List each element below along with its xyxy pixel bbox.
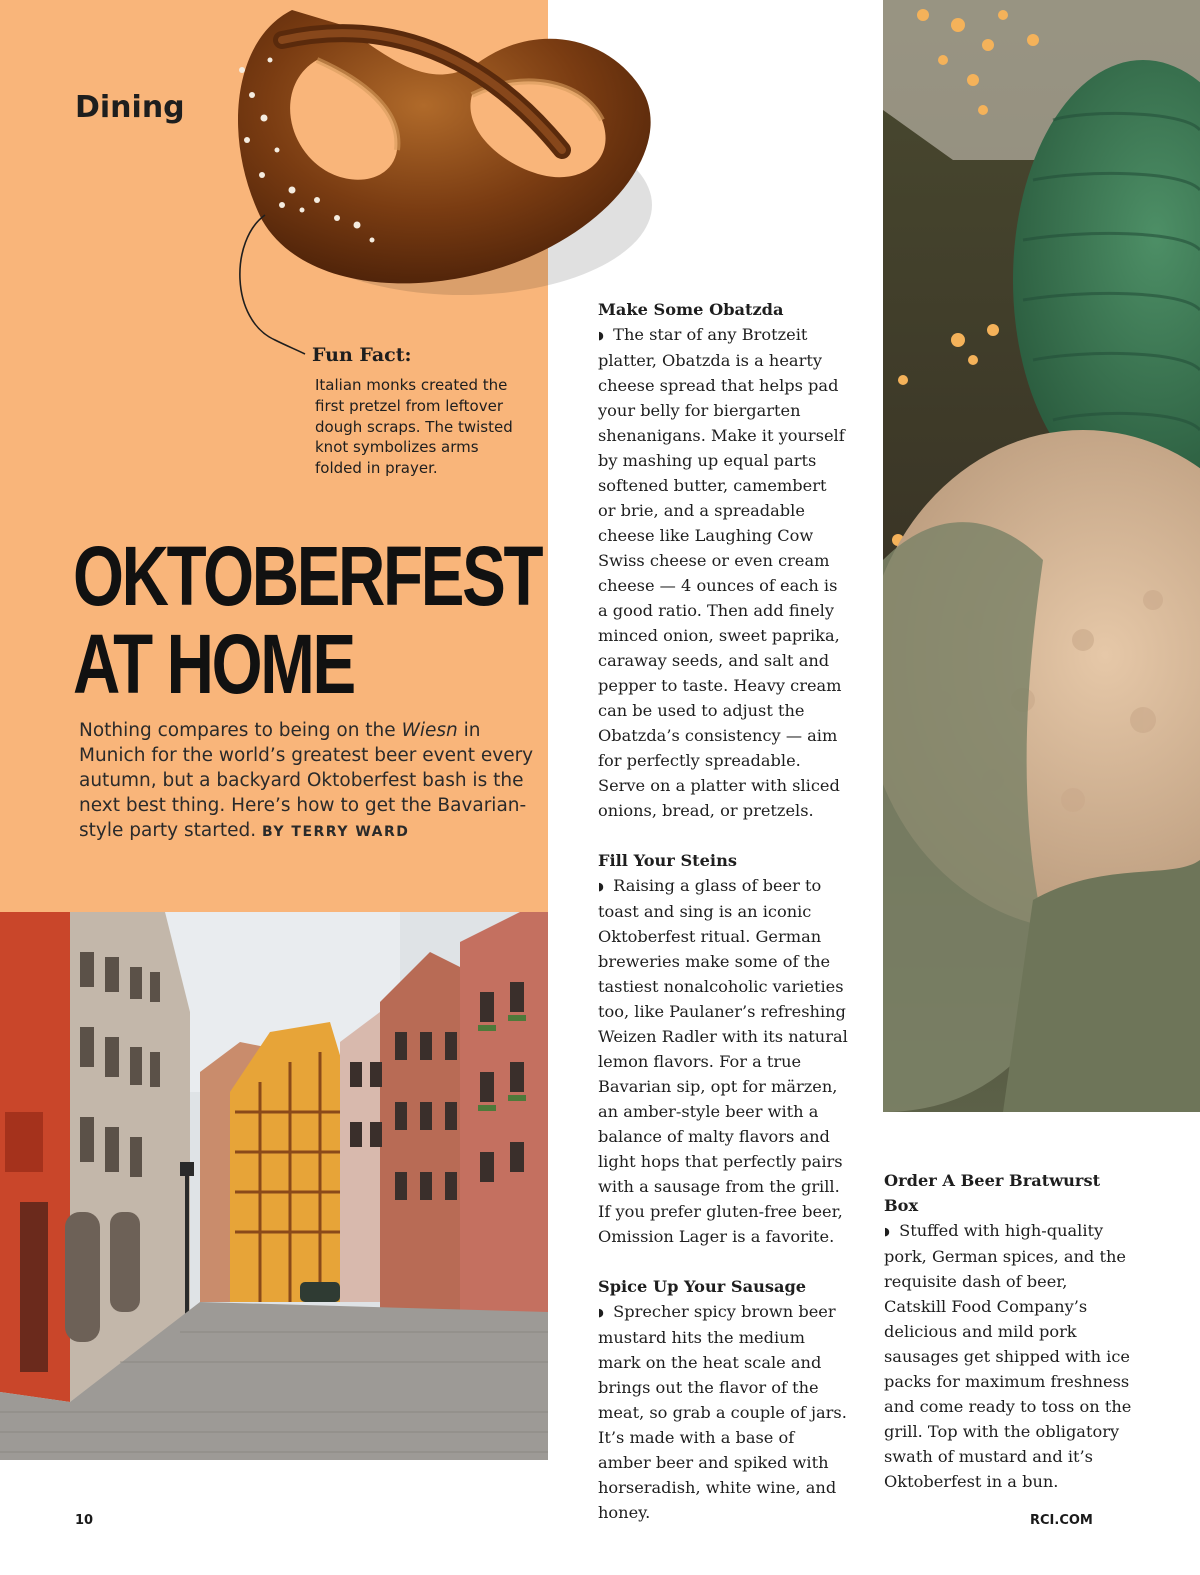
headline [73,529,542,711]
site-link[interactable]: RCI.COM [1030,1513,1093,1528]
headline-line: AT HOME [73,617,354,711]
article-text: Raising a glass of beer to toast and sing is an iconic Oktoberfest ritual. German breweries make some of the tastiest nonalcoholic varieties too, like Paulaner’s refreshing Weizen Radler with its natural lemon flavors. For a true Bavarian sip, opt for märzen, an amber-style beer with a balance of malty flavors and light hops that perfectly pairs with a sausage from the grill. If you prefer gluten-free beer, Omission Lager is a favorite. [598,876,848,1246]
page-number: 10 [75,1513,94,1528]
article-text: Sprecher spicy brown beer mustard hits the medium mark on the heat scale and brings out the flavor of the meat, so grab a couple of jars. It’s made with a base of amber beer and spiked with horseradish, white wine, and honey. [598,1302,847,1522]
bullet-icon: ◗ [598,329,604,342]
article-body [598,873,848,1249]
article-body [598,322,848,823]
article-title: Make Some Obatzda [598,300,784,319]
article-column-right [884,1168,1134,1494]
dek-text: in Munich for the world’s greatest beer event every autumn, but a backyard Oktoberfest bash is the next best thing. Here’s how to get the Bavarian-style party started. [79,720,534,841]
bullet-icon: ◗ [598,1306,604,1319]
article-body [884,1218,1134,1494]
article-title: Fill Your Steins [598,851,737,870]
dek-italic: Wiesn [401,720,458,741]
callout-line [225,210,315,360]
dek-text: Nothing compares to being on the [79,720,402,741]
article-title: Spice Up Your Sausage [598,1277,807,1296]
headline-line: OKTOBERFEST [73,529,542,623]
byline: BY TERRY WARD [262,824,410,840]
article-text: The star of any Brotzeit platter, Obatzda is a hearty cheese spread that helps pad your belly for biergarten shenanigans. Make it yourself by mashing up equal parts softened butter, camembert or brie, and a spreadable cheese like Laughing Cow Swiss cheese or even cream cheese — 4 ounces of each is a good ratio. Then add finely minced onion, sweet paprika, caraway seeds, and salt and pepper to taste. Heavy cream can be used to adjust the Obatzda’s consistency — aim for perfectly spreadable. Serve on a platter with sliced onions, bread, or pretzels. [598,325,845,820]
article-text: Stuffed with high-quality pork, German spices, and the requisite dash of beer, Catskill Food Company’s delicious and mild pork sausages get shipped with ice packs for maximum freshness and come ready to toss on the grill. Top with the obligatory swath of mustard and it’s Oktoberfest in a bun. [884,1221,1132,1491]
article-title: Order A Beer Bratwurst Box [884,1171,1101,1215]
section-label: Dining [75,90,185,125]
dek [79,718,534,845]
article-column-middle [598,297,848,1525]
bullet-icon: ◗ [884,1225,890,1238]
fun-fact-body: Italian monks created the first pretzel from leftover dough scraps. The twisted knot symbolizes arms folded in prayer. [315,376,513,478]
article-body [598,1299,848,1525]
bullet-icon: ◗ [598,880,604,893]
child-photo [883,0,1200,1112]
street-photo [0,912,548,1460]
fun-fact-title: Fun Fact: [312,344,412,366]
